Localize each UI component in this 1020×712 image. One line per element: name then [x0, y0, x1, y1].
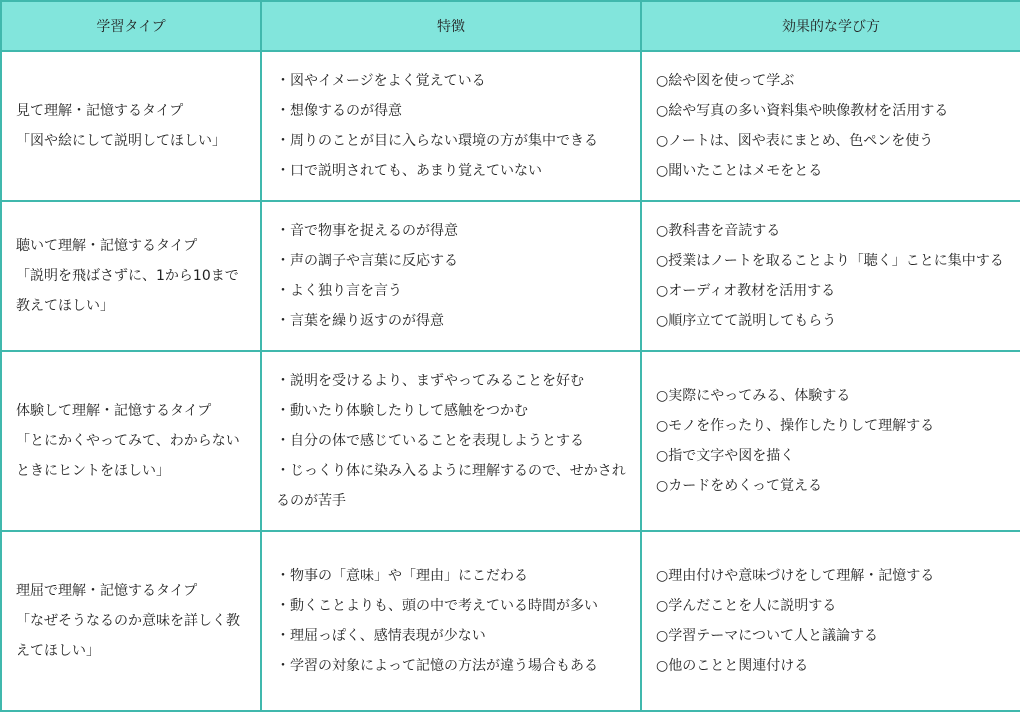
- type-name: 見て理解・記憶するタイプ: [16, 103, 184, 119]
- methods-cell: [641, 51, 1020, 201]
- feature-item: ・ 説明を受けるより、まずやってみることを好む: [276, 366, 626, 396]
- feature-item: ・ 声の調子や言葉に反応する: [276, 246, 626, 276]
- method-item: ○ 絵や写真の多い資料集や映像教材を活用する: [656, 96, 1006, 126]
- feature-item: ・ 理屈っぽく、感情表現が少ない: [276, 621, 626, 651]
- method-item: ○ オーディオ教材を活用する: [656, 276, 1006, 306]
- method-item: ○ 聞いたことはメモをとる: [656, 156, 1006, 186]
- table-row: [1, 351, 1020, 531]
- table-row: [1, 201, 1020, 351]
- method-item: ○ カードをめくって覚える: [656, 471, 1006, 501]
- features-cell: [261, 531, 641, 711]
- feature-item: ・ よく独り言を言う: [276, 276, 626, 306]
- feature-item: ・ 図やイメージをよく覚えている: [276, 66, 626, 96]
- type-quote: 「説明を飛ばさずに、1から10まで教えてほしい」: [16, 268, 239, 314]
- table-row: [1, 51, 1020, 201]
- type-name: 理屈で理解・記憶するタイプ: [16, 583, 198, 599]
- feature-item: ・ 学習の対象によって記憶の方法が違う場合もある: [276, 651, 626, 681]
- feature-item: ・ 動くことよりも、頭の中で考えている時間が多い: [276, 591, 626, 621]
- features-cell: [261, 201, 641, 351]
- type-cell: [1, 351, 261, 531]
- method-item: ○ 実際にやってみる、体験する: [656, 381, 1006, 411]
- feature-item: ・ 想像するのが得意: [276, 96, 626, 126]
- feature-item: ・ 動いたり体験したりして感触をつかむ: [276, 396, 626, 426]
- methods-cell: [641, 351, 1020, 531]
- type-name: 聴いて理解・記憶するタイプ: [16, 238, 198, 254]
- method-item: ○ 学習テーマについて人と議論する: [656, 621, 1006, 651]
- feature-item: ・ じっくり体に染み入るように理解するので、せかされるのが苦手: [276, 456, 626, 516]
- type-quote: 「とにかくやってみて、わからないときにヒントをほしい」: [16, 433, 240, 479]
- features-cell: [261, 351, 641, 531]
- method-item: ○ モノを作ったり、操作したりして理解する: [656, 411, 1006, 441]
- type-name: 体験して理解・記憶するタイプ: [16, 403, 212, 419]
- method-item: ○ 理由付けや意味づけをして理解・記憶する: [656, 561, 1006, 591]
- method-item: ○ 授業はノートを取ることより「聴く」ことに集中する: [656, 246, 1006, 276]
- type-quote: 「図や絵にして説明してほしい」: [16, 133, 226, 149]
- method-item: ○ 順序立てて説明してもらう: [656, 306, 1006, 336]
- type-quote: 「なぜそうなるのか意味を詳しく教えてほしい」: [16, 613, 240, 659]
- features-cell: [261, 51, 641, 201]
- method-item: ○ 絵や図を使って学ぶ: [656, 66, 1006, 96]
- type-cell: [1, 51, 261, 201]
- method-item: ○ 他のことと関連付ける: [656, 651, 1006, 681]
- type-cell: [1, 201, 261, 351]
- header-methods: 効果的な学び方: [641, 1, 1020, 51]
- feature-item: ・ 音で物事を捉えるのが得意: [276, 216, 626, 246]
- methods-cell: [641, 531, 1020, 711]
- methods-cell: [641, 201, 1020, 351]
- feature-item: ・ 物事の「意味」や「理由」にこだわる: [276, 561, 626, 591]
- method-item: ○ 学んだことを人に説明する: [656, 591, 1006, 621]
- method-item: ○ 教科書を音読する: [656, 216, 1006, 246]
- feature-item: ・ 自分の体で感じていることを表現しようとする: [276, 426, 626, 456]
- header-features: 特徴: [261, 1, 641, 51]
- method-item: ○ ノートは、図や表にまとめ、色ペンを使う: [656, 126, 1006, 156]
- feature-item: ・ 口で説明されても、あまり覚えていない: [276, 156, 626, 186]
- header-type: 学習タイプ: [1, 1, 261, 51]
- table-row: [1, 531, 1020, 711]
- feature-item: ・ 言葉を繰り返すのが得意: [276, 306, 626, 336]
- header-row: [1, 1, 1020, 51]
- feature-item: ・ 周りのことが目に入らない環境の方が集中できる: [276, 126, 626, 156]
- type-cell: [1, 531, 261, 711]
- method-item: ○ 指で文字や図を描く: [656, 441, 1006, 471]
